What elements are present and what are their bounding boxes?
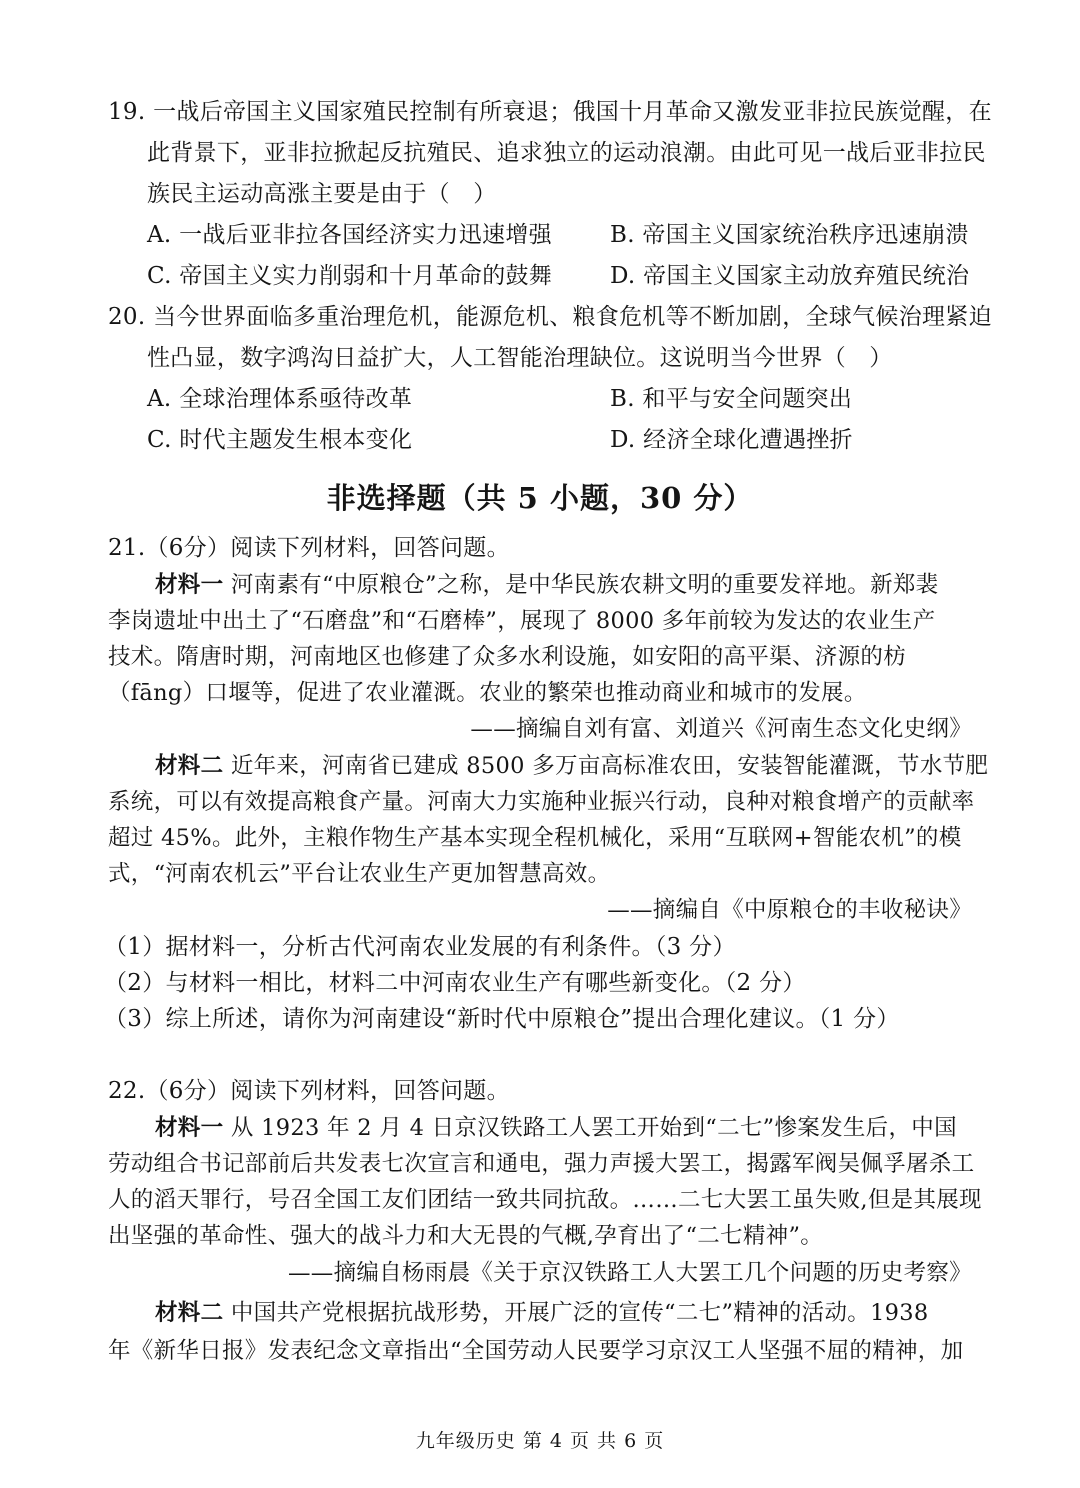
q21-material-2-source: ——摘编自《中原粮仓的丰收秘诀》 — [607, 897, 972, 923]
q22-material-1-text-1: 从 1923 年 2 月 4 日京汉铁路工人罢工开始到“二七”惨案发生后，中国 — [230, 1115, 957, 1141]
q22-material-1-line-1 — [155, 1112, 957, 1144]
q22-material-2-label: 材料二 — [155, 1300, 224, 1326]
q21-material-1-source: ——摘编自刘有富、刘道兴《河南生态文化史纲》 — [470, 716, 972, 742]
q21-material-1-line-1 — [155, 569, 938, 601]
q21-sub-question-1: （1）据材料一，分析古代河南农业发展的有利条件。（3 分） — [104, 934, 736, 960]
q22-intro: 22.（6分）阅读下列材料，回答问题。 — [108, 1078, 510, 1104]
q21-material-1-line-2: 李岗遗址中出土了“石磨盘”和“石磨棒”，展现了 8000 多年前较为发达的农业生产 — [108, 608, 936, 634]
q20-line-2: 性凸显，数字鸿沟日益扩大，人工智能治理缺位。这说明当今世界（ ） — [147, 345, 893, 371]
q22-material-1-line-2: 劳动组合书记部前后共发表七次宣言和通电，强力声援大罢工，揭露军阀吴佩孚屠杀工 — [108, 1151, 975, 1177]
q22-material-2-line-2: 年《新华日报》发表纪念文章指出“全国劳动人民要学习京汉工人坚强不屈的精神，加 — [108, 1338, 964, 1364]
q22-material-1-source: ——摘编自杨雨晨《关于京汉铁路工人大罢工几个问题的历史考察》 — [287, 1260, 972, 1286]
q19-option-b: B. 帝国主义国家统治秩序迅速崩溃 — [610, 222, 969, 248]
q20-option-b: B. 和平与安全问题突出 — [610, 386, 853, 412]
q21-material-2-label: 材料二 — [155, 753, 224, 779]
page-footer: 九年级历史 第 4 页 共 6 页 — [415, 1430, 665, 1452]
q21-material-1-line-4: （fāng）口堰等，促进了农业灌溉。农业的繁荣也推动商业和城市的发展。 — [108, 680, 867, 706]
q21-material-1-line-3: 技术。隋唐时期，河南地区也修建了众多水利设施，如安阳的高平渠、济源的枋 — [108, 644, 907, 670]
q21-sub-question-2: （2）与材料一相比，材料二中河南农业生产有哪些新变化。（2 分） — [104, 970, 806, 996]
q21-sub-question-3: （3）综上所述，请你为河南建设“新时代中原粮仓”提出合理化建议。（1 分） — [104, 1006, 900, 1032]
section-heading: 非选择题（共 5 小题，30 分） — [326, 481, 754, 515]
q20-line-1: 20. 当今世界面临多重治理危机，能源危机、粮食危机等不断加剧，全球气候治理紧迫 — [108, 304, 992, 330]
q21-material-2-text-1: 近年来，河南省已建成 8500 多万亩高标准农田，安装智能灌溉，节水节肥 — [230, 753, 989, 779]
q21-material-2-line-2: 系统，可以有效提高粮食产量。河南大力实施种业振兴行动，良种对粮食增产的贡献率 — [108, 789, 975, 815]
q22-material-1-line-4: 出坚强的革命性、强大的战斗力和大无畏的气概,孕育出了“二七精神”。 — [108, 1223, 824, 1249]
q20-option-a: A. 全球治理体系亟待改革 — [147, 386, 413, 412]
q19-line-2: 此背景下，亚非拉掀起反抗殖民、追求独立的运动浪潮。由此可见一战后亚非拉民 — [147, 140, 986, 166]
q22-material-2-line-1 — [155, 1297, 929, 1329]
q19-line-1: 19. 一战后帝国主义国家殖民控制有所衰退；俄国十月革命又激发亚非拉民族觉醒，在 — [108, 99, 992, 125]
q21-material-1-label: 材料一 — [155, 572, 224, 598]
q20-option-c: C. 时代主题发生根本变化 — [147, 427, 413, 453]
q19-option-d: D. 帝国主义国家主动放弃殖民统治 — [610, 263, 970, 289]
q21-material-1-text-1: 河南素有“中原粮仓”之称，是中华民族农耕文明的重要发祥地。新郑裴 — [230, 572, 939, 598]
q20-option-d: D. 经济全球化遭遇挫折 — [610, 427, 853, 453]
q22-material-2-text-1: 中国共产党根据抗战形势，开展广泛的宣传“二七”精神的活动。1938 — [230, 1300, 929, 1326]
q19-line-3: 族民主运动高涨主要是由于（ ） — [147, 181, 497, 207]
q21-intro: 21.（6分）阅读下列材料，回答问题。 — [108, 535, 510, 561]
q22-material-1-line-3: 人的滔天罪行，号召全国工友们团结一致共同抗敌。……二七大罢工虽失败,但是其展现 — [108, 1187, 982, 1213]
q19-option-c: C. 帝国主义实力削弱和十月革命的鼓舞 — [147, 263, 553, 289]
q19-option-a: A. 一战后亚非拉各国经济实力迅速增强 — [147, 222, 552, 248]
q21-material-2-line-4: 式，“河南农机云”平台让农业生产更加智慧高效。 — [108, 861, 611, 887]
q21-material-2-line-1 — [155, 750, 988, 782]
q22-material-1-label: 材料一 — [155, 1115, 224, 1141]
q21-material-2-line-3: 超过 45%。此外，主粮作物生产基本实现全程机械化，采用“互联网+智能农机”的模 — [108, 825, 962, 851]
